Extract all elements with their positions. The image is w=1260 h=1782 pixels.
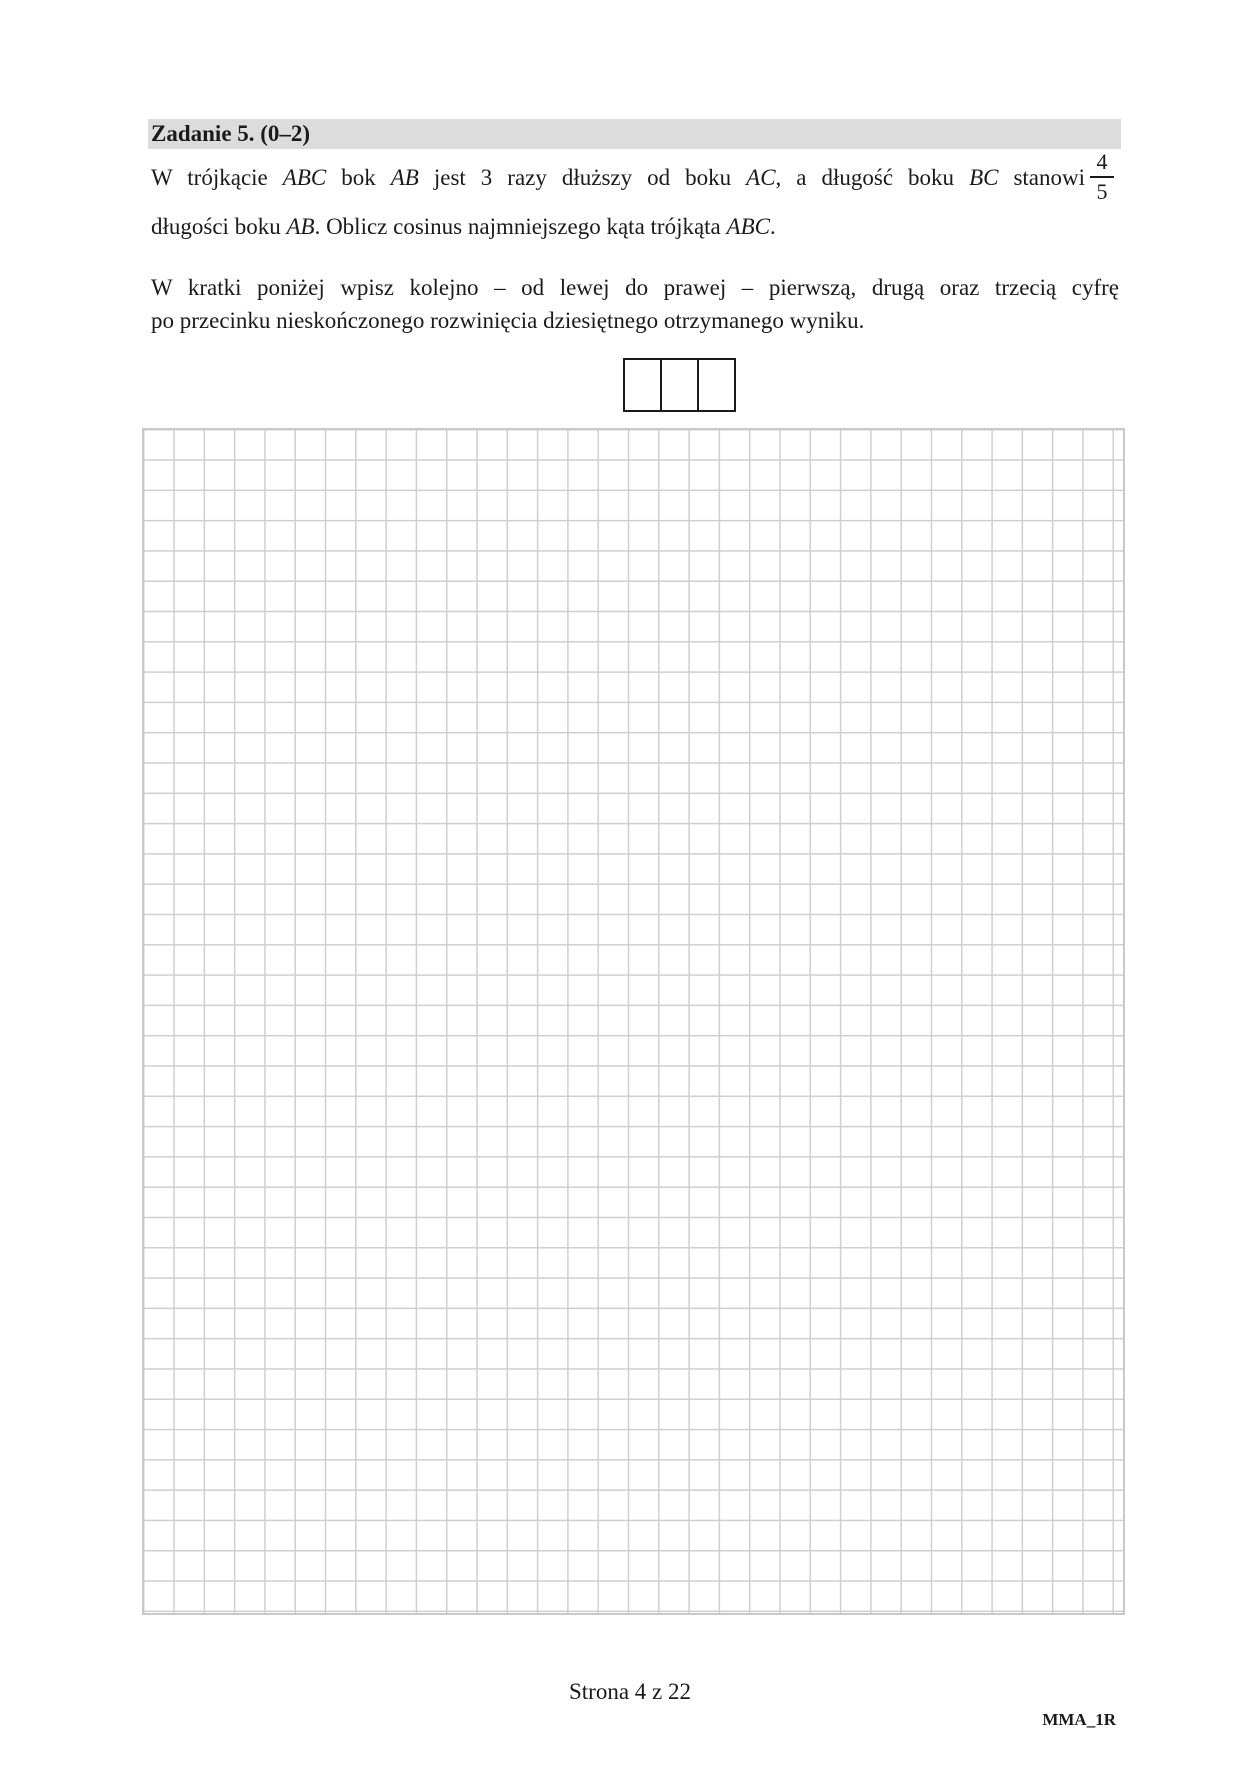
problem-text: stanowi	[998, 165, 1086, 190]
side-label-ab: AB	[286, 214, 315, 239]
instruction-line-2: po przecinku nieskończonego rozwinięcia dziesiętnego otrzymanego wyniku.	[151, 308, 865, 333]
fraction-bar	[1090, 176, 1114, 178]
problem-text: bok	[326, 165, 391, 190]
problem-line-2	[151, 213, 776, 241]
triangle-label: ABC	[726, 214, 770, 239]
problem-text: .	[769, 214, 776, 239]
fraction-denominator: 5	[1096, 178, 1108, 204]
problem-line-1	[151, 164, 1085, 192]
side-label-ac: AC	[746, 165, 776, 190]
fraction-numerator: 4	[1096, 149, 1108, 174]
problem-text: , a długość boku	[775, 165, 970, 190]
answer-digit-box-1[interactable]	[625, 360, 662, 410]
side-label-bc: BC	[969, 165, 999, 190]
page-number: Strona 4 z 22	[568, 1679, 691, 1704]
exam-code: MMA_1R	[1042, 1710, 1116, 1729]
task-title: Zadanie 5. (0–2)	[148, 119, 1121, 149]
problem-text: W trójkącie	[151, 165, 283, 190]
problem-text: . Oblicz cosinus najmniejszego kąta trójkąta	[314, 214, 727, 239]
instruction-line-1: W kratki poniżej wpisz kolejno – od lewej do prawej – pierwszą, drugą oraz trzecią cyfrę	[151, 275, 1119, 300]
answer-grid-area[interactable]	[142, 428, 1125, 1615]
answer-digit-box-2[interactable]	[662, 360, 699, 410]
problem-text: jest 3 razy dłuższy od boku	[418, 165, 747, 190]
answer-digit-box-3[interactable]	[699, 360, 734, 410]
fraction-four-fifths	[1090, 150, 1114, 204]
side-label-ab: AB	[390, 165, 419, 190]
problem-text: długości boku	[151, 214, 287, 239]
triangle-label: ABC	[282, 165, 327, 190]
answer-boxes	[623, 358, 736, 412]
